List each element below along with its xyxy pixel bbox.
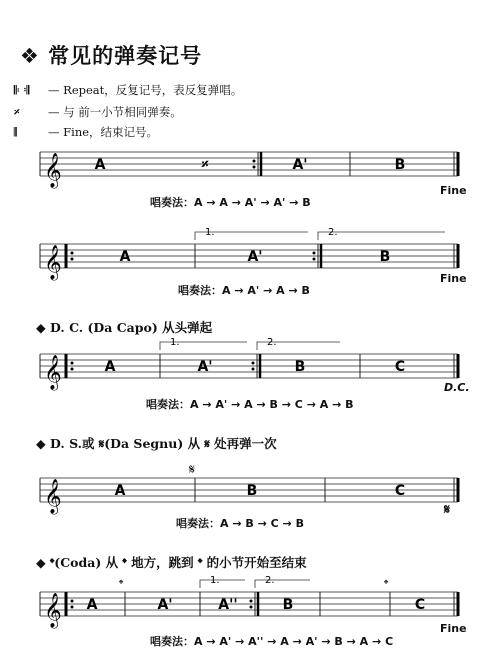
repeat-dot xyxy=(250,606,253,609)
caption-1: 唱奏法：A → A → A' → A' → B xyxy=(150,196,311,209)
volta-label: 1. xyxy=(210,575,220,586)
repeat-dot xyxy=(71,258,74,261)
end-mark-1: Fine xyxy=(440,184,467,197)
heading-dc: ◆ D. C. (Da Capo) 从头弹起 xyxy=(36,320,213,335)
caption-4: 唱奏法：A → B → C → B xyxy=(176,517,304,530)
volta-label: 2. xyxy=(265,575,275,586)
end-mark-3: D.C. xyxy=(444,381,470,394)
measure-label: C xyxy=(414,597,426,613)
simile-sign-icon: 𝄎 xyxy=(14,105,20,119)
volta-label: 1. xyxy=(205,227,215,238)
measure-label: A' xyxy=(247,249,263,265)
measure-label: B xyxy=(379,249,391,265)
measure-label: A xyxy=(94,157,106,173)
repeat-dot xyxy=(253,166,256,169)
measure-label: B xyxy=(246,483,258,499)
volta-label: 1. xyxy=(170,337,180,348)
repeat-dot xyxy=(250,600,253,603)
repeat-dot xyxy=(71,368,74,371)
end-mark-5: Fine xyxy=(440,622,467,635)
treble-clef-icon: 𝄞 xyxy=(44,479,62,514)
measure-label: B xyxy=(394,157,406,173)
measure-label: B xyxy=(294,359,306,375)
treble-clef-icon: 𝄞 xyxy=(44,245,62,280)
treble-clef-icon: 𝄞 xyxy=(44,593,62,628)
measure-label: A xyxy=(104,359,116,375)
measure-label: A' xyxy=(292,157,308,173)
measure-label: C xyxy=(394,359,406,375)
measure-label: A xyxy=(86,597,98,613)
segno-icon: 𝄋 xyxy=(189,462,196,478)
heading-ds: ◆ D. S.或 𝄋(Da Segnu) 从 𝄋 处再弹一次 xyxy=(36,436,277,451)
measure-label: A' xyxy=(197,359,213,375)
repeat-dot xyxy=(252,368,255,371)
caption-3: 唱奏法：A → A' → A → B → C → A → B xyxy=(146,398,354,411)
repeat-dot xyxy=(71,600,74,603)
repeat-dot xyxy=(252,362,255,365)
end-mark-2: Fine xyxy=(440,272,467,285)
measure-label: C xyxy=(394,483,406,499)
legend-repeat: 𝄆 𝄇 — Repeat，反复记号，表反复弹唱。 xyxy=(14,83,243,97)
repeat-sign-icon: 𝄆 𝄇 xyxy=(14,83,30,97)
repeat-dot xyxy=(253,160,256,163)
measure-label: B xyxy=(282,597,294,613)
treble-clef-icon: 𝄞 xyxy=(44,355,62,390)
caption-2: 唱奏法：A → A' → A → B xyxy=(178,284,310,297)
measure-label: 𝄎 xyxy=(201,157,209,173)
repeat-dot xyxy=(313,258,316,261)
measure-label: A xyxy=(114,483,126,499)
segno-end-icon: 𝄋 xyxy=(444,502,451,518)
legend-fine: 𝄂 — Fine，结束记号。 xyxy=(14,125,159,139)
coda-icon: 𝄌 xyxy=(384,577,389,591)
page-title: ❖ 常见的弹奏记号 xyxy=(20,44,203,68)
heading-coda: ◆ 𝄌(Coda) 从 𝄌 地方，跳到 𝄌 的小节开始至结束 xyxy=(36,555,307,570)
repeat-dot xyxy=(71,606,74,609)
caption-5: 唱奏法：A → A' → A'' → A → A' → B → A → C xyxy=(150,635,394,648)
repeat-dot xyxy=(71,252,74,255)
repeat-dot xyxy=(313,252,316,255)
volta-bracket xyxy=(200,580,245,588)
repeat-dot xyxy=(71,362,74,365)
volta-label: 2. xyxy=(328,227,338,238)
legend-simile: 𝄎 — 与 前一小节相同弹奏。 xyxy=(14,105,182,119)
measure-label: A' xyxy=(157,597,173,613)
coda-icon: 𝄌 xyxy=(119,577,124,591)
measure-label: A xyxy=(119,249,131,265)
volta-bracket xyxy=(255,580,310,588)
volta-label: 2. xyxy=(267,337,277,348)
treble-clef-icon: 𝄞 xyxy=(44,153,62,188)
measure-label: A'' xyxy=(218,597,238,613)
fine-sign-icon: 𝄂 xyxy=(14,125,17,139)
